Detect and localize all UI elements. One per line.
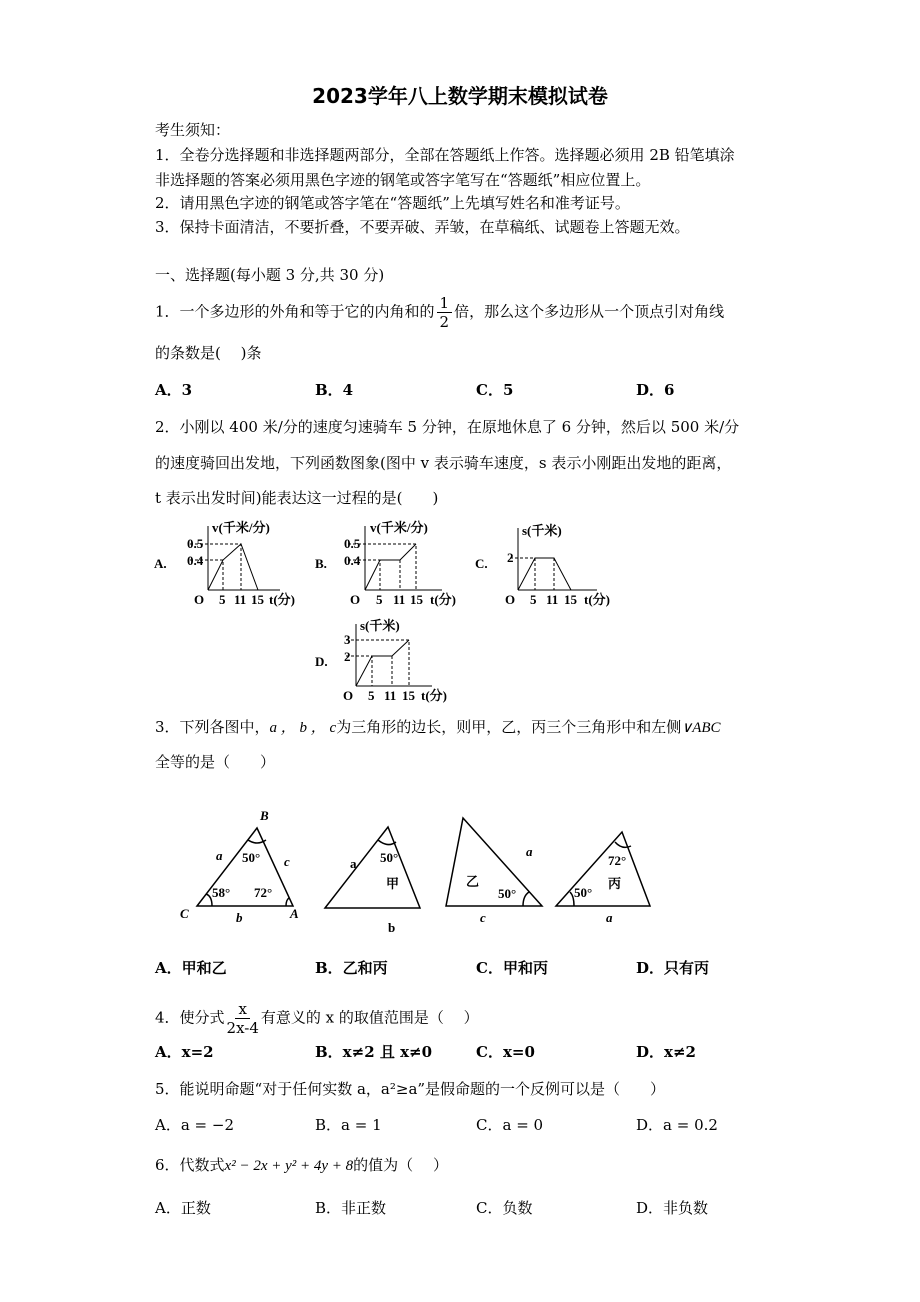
q4-option-c[interactable]: C．x=0: [476, 1043, 535, 1061]
angle-label: 50°: [498, 886, 517, 901]
y-tick: 2: [507, 550, 514, 565]
graph-a: [154, 520, 295, 607]
angle-label: 72°: [608, 853, 627, 868]
graph-b: [315, 520, 456, 607]
side-b-label: b: [236, 910, 243, 925]
q2-graphs: [150, 520, 630, 710]
x-axis-label: t(分): [584, 592, 610, 607]
q5-option-b[interactable]: B．a = 1: [315, 1116, 382, 1134]
graph-label: A.: [154, 556, 167, 571]
q3-option-b[interactable]: B．乙和丙: [315, 959, 388, 977]
x-tick: 5: [530, 592, 537, 607]
page-title: 2023学年八上数学期末模拟试卷: [312, 84, 608, 108]
q6-option-b[interactable]: B．非正数: [315, 1199, 387, 1217]
q5-option-d[interactable]: D．a = 0.2: [636, 1116, 718, 1134]
angle-label: 50°: [574, 885, 593, 900]
q4-option-d[interactable]: D．x≠2: [636, 1043, 696, 1061]
y-axis-label: v(千米/分): [370, 520, 428, 535]
q1-option-d[interactable]: D．6: [636, 381, 675, 399]
q3-text: 3．下列各图中，a ， b ， c为三角形的边长，则甲，乙，丙三个三角形中和左侧∨ABC: [155, 718, 721, 736]
vertex-a-label: A: [290, 906, 299, 921]
q6-option-a[interactable]: A．正数: [155, 1199, 211, 1217]
q3-triangles: [150, 800, 710, 940]
y-tick: 0.5: [344, 536, 361, 551]
angle-label: 72°: [254, 885, 273, 900]
x-axis-label: t(分): [421, 688, 447, 703]
x-tick: 5: [368, 688, 375, 703]
q6-text: 6．代数式x² − 2x + y² + 4y + 8的值为（ ）: [155, 1156, 448, 1174]
x-axis-label: t(分): [269, 592, 295, 607]
side-label: a: [526, 844, 533, 859]
q3-option-c[interactable]: C．甲和丙: [476, 959, 548, 977]
x-tick: 5: [219, 592, 226, 607]
q1-option-b[interactable]: B．4: [315, 381, 354, 399]
x-tick: 15: [564, 592, 577, 607]
y-tick: 0.5: [187, 536, 204, 551]
graph-label: D.: [315, 654, 328, 669]
origin-label: O: [350, 592, 361, 607]
side-a-label: a: [216, 848, 223, 863]
q1-option-a[interactable]: A．3: [155, 381, 193, 399]
y-tick: 3: [344, 632, 351, 647]
triangle-name: 甲: [386, 876, 400, 891]
q3-text-cont: 全等的是（ ）: [155, 753, 276, 771]
q1-text: 1．一个多边形的外角和等于它的内角和的 $\frac{1}{2}$ 倍，那么这个多边形从一个顶点引对角线: [155, 294, 725, 331]
x-tick: 15: [251, 592, 264, 607]
q6-option-d[interactable]: D．非负数: [636, 1199, 709, 1217]
q4-option-a[interactable]: A．x=2: [155, 1043, 214, 1061]
origin-label: O: [194, 592, 205, 607]
q5-text: 5．能说明命题“对于任何实数 a，a²≥a”是假命题的一个反例可以是（ ）: [155, 1080, 666, 1098]
angle-label: 58°: [212, 885, 231, 900]
angle-label: 50°: [242, 850, 261, 865]
side-label: b: [388, 920, 396, 935]
side-c-label: c: [284, 854, 290, 869]
fraction: $\frac{1}{2}$: [437, 294, 453, 331]
q3-option-d[interactable]: D．只有丙: [636, 959, 710, 977]
q2-text: 2．小刚以 400 米/分的速度匀速骑车 5 分钟，在原地休息了 6 分钟，然后以 500 米/分: [155, 418, 740, 436]
notice-line: 3．保持卡面清洁，不要折叠，不要弄破、弄皱，在草稿纸、试题卷上答题无效。: [155, 218, 690, 236]
side-label: a: [350, 856, 357, 871]
vertex-c-label: C: [180, 906, 189, 921]
origin-label: O: [505, 592, 516, 607]
graph-c: [475, 523, 610, 607]
triangle-jia: [325, 827, 420, 935]
y-axis-label: s(千米): [522, 523, 562, 538]
triangle-name: 乙: [466, 874, 480, 889]
x-tick: 11: [393, 592, 406, 607]
triangle-bing: [556, 832, 650, 925]
x-tick: 15: [410, 592, 423, 607]
notice-line: 1．全卷分选择题和非选择题两部分，全部在答题纸上作答。选择题必须用 2B 铅笔填涂: [155, 146, 735, 164]
x-tick: 15: [402, 688, 415, 703]
y-axis-label: s(千米): [360, 618, 400, 633]
q1-option-c[interactable]: C．5: [476, 381, 514, 399]
graph-label: B.: [315, 556, 327, 571]
y-axis-label: v(千米/分): [212, 520, 270, 535]
notice-line: 非选择题的答案必须用黑色字迹的钢笔或答字笔写在“答题纸”相应位置上。: [155, 171, 651, 189]
angle-label: 50°: [380, 850, 399, 865]
graph-label: C.: [475, 556, 488, 571]
q3-option-a[interactable]: A．甲和乙: [155, 959, 227, 977]
q5-option-a[interactable]: A．a = −2: [155, 1116, 234, 1134]
q4-option-b[interactable]: B．x≠2 且 x≠0: [315, 1043, 433, 1061]
triangle-yi: [446, 818, 542, 925]
triangle-name: 丙: [608, 876, 622, 891]
q1-text-cont: 的条数是( )条: [155, 344, 262, 362]
x-axis-label: t(分): [430, 592, 456, 607]
vertex-b-label: B: [260, 808, 269, 823]
x-tick: 5: [376, 592, 383, 607]
q4-text: 4．使分式 $\frac{x}{2x-4}$ 有意义的 x 的取值范围是（ ）: [155, 1000, 479, 1037]
origin-label: O: [343, 688, 354, 703]
fraction: $\frac{x}{2x-4}$: [226, 1000, 259, 1037]
x-tick: 11: [384, 688, 397, 703]
x-tick: 11: [234, 592, 247, 607]
graph-d: [315, 618, 447, 703]
notice-line: 2．请用黑色字迹的钢笔或答字笔在“答题纸”上先填写姓名和准考证号。: [155, 194, 630, 212]
q2-text: t 表示出发时间)能表达这一过程的是( ): [155, 489, 439, 507]
q6-option-c[interactable]: C．负数: [476, 1199, 533, 1217]
x-tick: 11: [546, 592, 559, 607]
y-tick: 0.4: [187, 553, 204, 568]
y-tick: 0.4: [344, 553, 361, 568]
notice-heading: 考生须知：: [155, 121, 231, 139]
q5-option-c[interactable]: C．a = 0: [476, 1116, 544, 1134]
y-tick: 2: [344, 649, 351, 664]
triangle-abc: [180, 808, 299, 925]
side-label: c: [480, 910, 486, 925]
side-label: a: [606, 910, 613, 925]
section-heading: 一、选择题(每小题 3 分,共 30 分): [155, 266, 385, 284]
q2-text: 的速度骑回出发地，下列函数图象(图中 v 表示骑车速度，s 表示小刚距出发地的距离，: [155, 454, 732, 472]
